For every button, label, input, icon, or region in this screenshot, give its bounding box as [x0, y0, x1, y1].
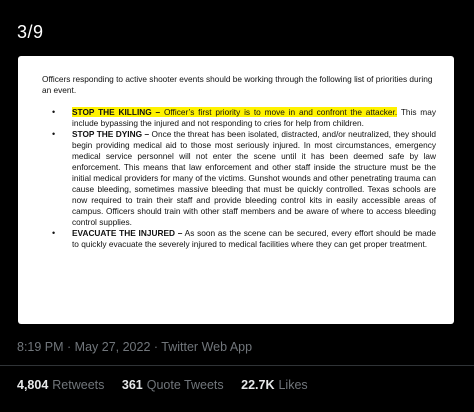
priority-item-evacuate-the-injured	[42, 228, 436, 250]
priority-item-stop-the-dying	[42, 129, 436, 228]
document-intro: Officers responding to active shooter events should be working through the following list of priorities during an event.	[42, 74, 433, 95]
priority-item-stop-the-killing	[42, 107, 436, 129]
tweet-stats	[17, 378, 322, 392]
retweets-stat[interactable]	[17, 378, 104, 392]
priority-title: STOP THE DYING –	[72, 129, 150, 139]
quotes-count: 361	[121, 378, 143, 392]
tweet-timestamp[interactable]: 8:19 PM · May 27, 2022 · Twitter Web App	[17, 340, 253, 354]
image-counter: 3/9	[17, 22, 44, 42]
quote-tweets-stat[interactable]	[122, 378, 224, 392]
likes-label: Likes	[278, 378, 308, 392]
priority-title: STOP THE KILLING –	[72, 107, 161, 117]
quotes-label: Quote Tweets	[146, 378, 224, 392]
retweets-label: Retweets	[52, 378, 105, 392]
priority-list	[42, 107, 436, 250]
bullet-icon: •	[52, 228, 56, 238]
priority-highlighted-text: Officer’s first priority is to move in and confront the attacker.	[160, 107, 398, 117]
retweets-count: 4,804	[17, 378, 49, 392]
divider	[0, 365, 474, 366]
likes-count: 22.7K	[241, 378, 275, 392]
document-body	[42, 74, 436, 250]
likes-stat[interactable]	[241, 378, 308, 392]
bullet-icon: •	[52, 107, 56, 117]
priority-text: This may include bypassing the injured and not responding to cries for help from children.	[72, 107, 436, 128]
priority-title: EVACUATE THE INJURED –	[72, 228, 183, 238]
priority-text: As soon as the scene can be secured, every effort should be made to quickly evacuate the severely injured to medical facilities where they can get proper treatment.	[72, 228, 436, 249]
document-image[interactable]	[18, 56, 454, 324]
priority-text: Once the threat has been isolated, distracted, and/or neutralized, they should begin providing medical aid to those most seriously injured. In most circumstances, emergency medical service personnel will not enter the scene until it has been deemed safe by law enforcement. This means that law enforcement and other staff inside the structure must be the initial medical providers for many of the victims. Gunshot wounds and other penetrating trauma can cause bleeding, sometimes massive bleeding that must be quickly controlled. Texas schools are now required to train their staff and provide bleeding control kits in easily accessible areas of campus. Officers should train with other staff members and be aware of where to access bleeding control supplies.	[72, 129, 436, 227]
bullet-icon: •	[52, 129, 56, 139]
